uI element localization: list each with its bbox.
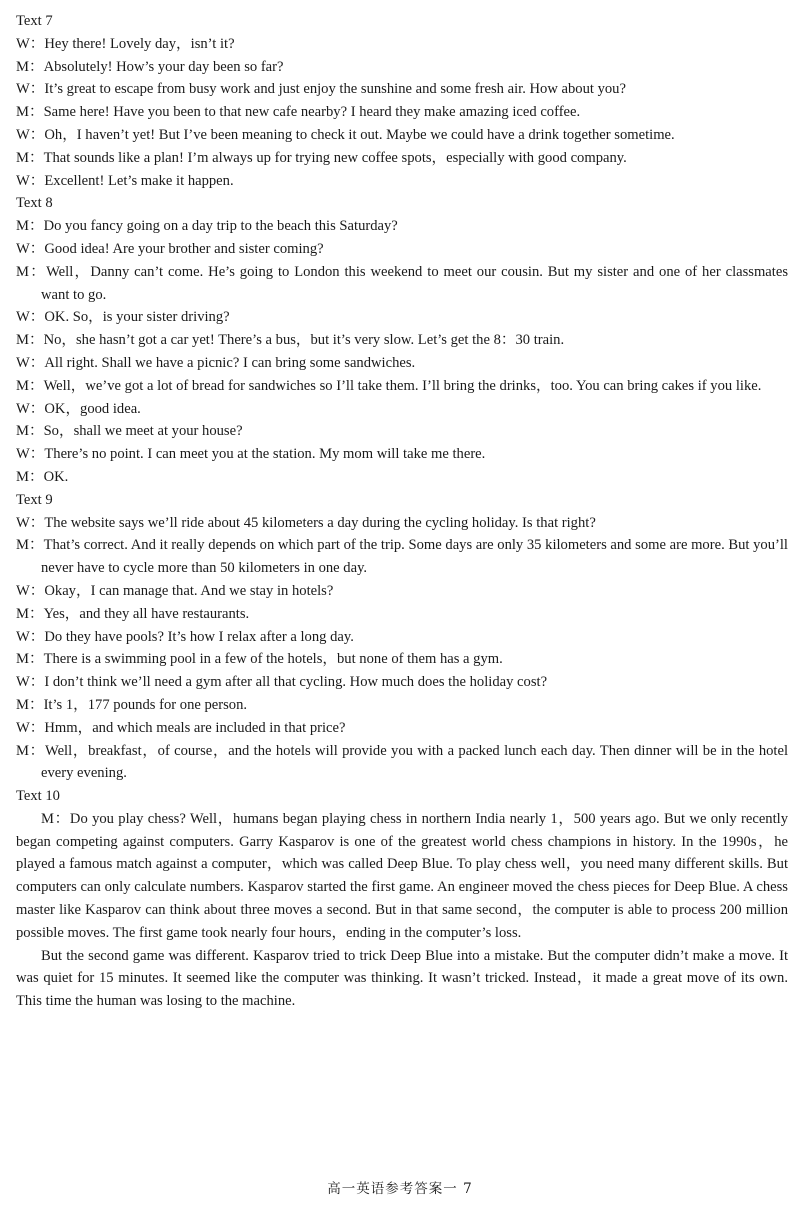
section-heading: Text 9 <box>16 491 53 508</box>
section-heading: Text 8 <box>16 195 53 212</box>
dialogue-line: M：So，shall we meet at your house? <box>16 423 243 440</box>
text-7-section <box>16 10 788 192</box>
dialogue-line: M：OK. <box>16 468 69 485</box>
dialogue-line: M：No，she hasn’t got a car yet! There’s a bus，but it’s very slow. Let’s get the 8：30 train. <box>16 332 565 349</box>
dialogue-line: M：Yes，and they all have restaurants. <box>16 605 250 622</box>
section-heading: Text 10 <box>16 788 60 805</box>
dialogue-line: M：That’s correct. And it really depends on which part of the trip. Some days are only 35 kilometers and some are more. But you’ll never have to cycle more than 50 kilometers in one day. <box>16 537 788 577</box>
dialogue-line: M：Well，Danny can’t come. He’s going to London this weekend to meet our cousin. But my sister and one of her classmates want to go. <box>16 263 788 303</box>
dialogue-line: W：OK，good idea. <box>16 400 141 417</box>
dialogue-line: W：Excellent! Let’s make it happen. <box>16 172 234 189</box>
dialogue-line: W：Good idea! Are your brother and sister coming? <box>16 240 324 257</box>
dialogue-line: W：Hmm，and which meals are included in that price? <box>16 719 346 736</box>
text-9-section <box>16 489 788 785</box>
dialogue-line: W：Do they have pools? It’s how I relax after a long day. <box>16 628 354 645</box>
dialogue-line: W：Hey there! Lovely day，isn’t it? <box>16 35 235 52</box>
monologue-paragraph: M：Do you play chess? Well，humans began playing chess in northern India nearly 1，500 years ago. But we only recently began competing against computers. Garry Kasparov is one of the greatest world chess champions in history. In the 1990s，he played a famous match against a computer，which was called Deep Blue. To play chess well，you need many different skills. But computers can only calculate numbers. Kasparov started the first game. An engineer moved the chess pieces for Deep Blue. A chess master like Kasparov can think about three moves a second. But in that same second，the computer is able to process 200 million possible moves. The first game took nearly four hours，ending in the computer’s loss. <box>16 810 788 941</box>
section-heading: Text 7 <box>16 13 53 29</box>
monologue-paragraph: But the second game was different. Kasparov tried to trick Deep Blue into a mistake. But the computer didn’t make a move. It was quiet for 15 minutes. It seemed like the computer was thinking. It wasn’t tricked. Instead，it made a great move of its own. This time the human was losing to the machine. <box>16 947 788 1010</box>
page-footer: 高一英语参考答案一 7 <box>327 1181 473 1197</box>
dialogue-line: W：There’s no point. I can meet you at the station. My mom will take me there. <box>16 446 486 463</box>
dialogue-line: M：Do you fancy going on a day trip to the beach this Saturday? <box>16 218 398 235</box>
transcript-page <box>16 10 788 1013</box>
dialogue-line: W：All right. Shall we have a picnic? I can bring some sandwiches. <box>16 354 416 371</box>
dialogue-line: W：I don’t think we’ll need a gym after all that cycling. How much does the holiday cost? <box>16 674 548 691</box>
text-10-section <box>16 785 788 1013</box>
dialogue-line: W：Oh，I haven’t yet! But I’ve been meaning to check it out. Maybe we could have a drink together sometime. <box>16 126 675 143</box>
dialogue-line: M：There is a swimming pool in a few of the hotels，but none of them has a gym. <box>16 651 503 668</box>
dialogue-line: M：It’s 1，177 pounds for one person. <box>16 696 248 713</box>
dialogue-line: W：The website says we’ll ride about 45 kilometers a day during the cycling holiday. Is that right? <box>16 514 596 531</box>
dialogue-line: M：Same here! Have you been to that new cafe nearby? I heard they make amazing iced coffee. <box>16 104 581 121</box>
dialogue-line: M：That sounds like a plan! I’m always up for trying new coffee spots，especially with good company. <box>16 149 627 166</box>
text-8-section <box>16 192 788 488</box>
dialogue-line: M：Well，we’ve got a lot of bread for sandwiches so I’ll take them. I’ll bring the drinks，too. You can bring cakes if you like. <box>16 377 762 394</box>
dialogue-line: W：Okay，I can manage that. And we stay in hotels? <box>16 582 334 599</box>
dialogue-line: M：Well，breakfast，of course，and the hotels will provide you with a packed lunch each day. Then dinner will be in the hotel every evening. <box>16 742 788 782</box>
dialogue-line: W：OK. So，is your sister driving? <box>16 309 230 326</box>
dialogue-line: M：Absolutely! How’s your day been so far? <box>16 58 284 75</box>
dialogue-line: W：It’s great to escape from busy work and just enjoy the sunshine and some fresh air. How about you? <box>16 81 626 98</box>
